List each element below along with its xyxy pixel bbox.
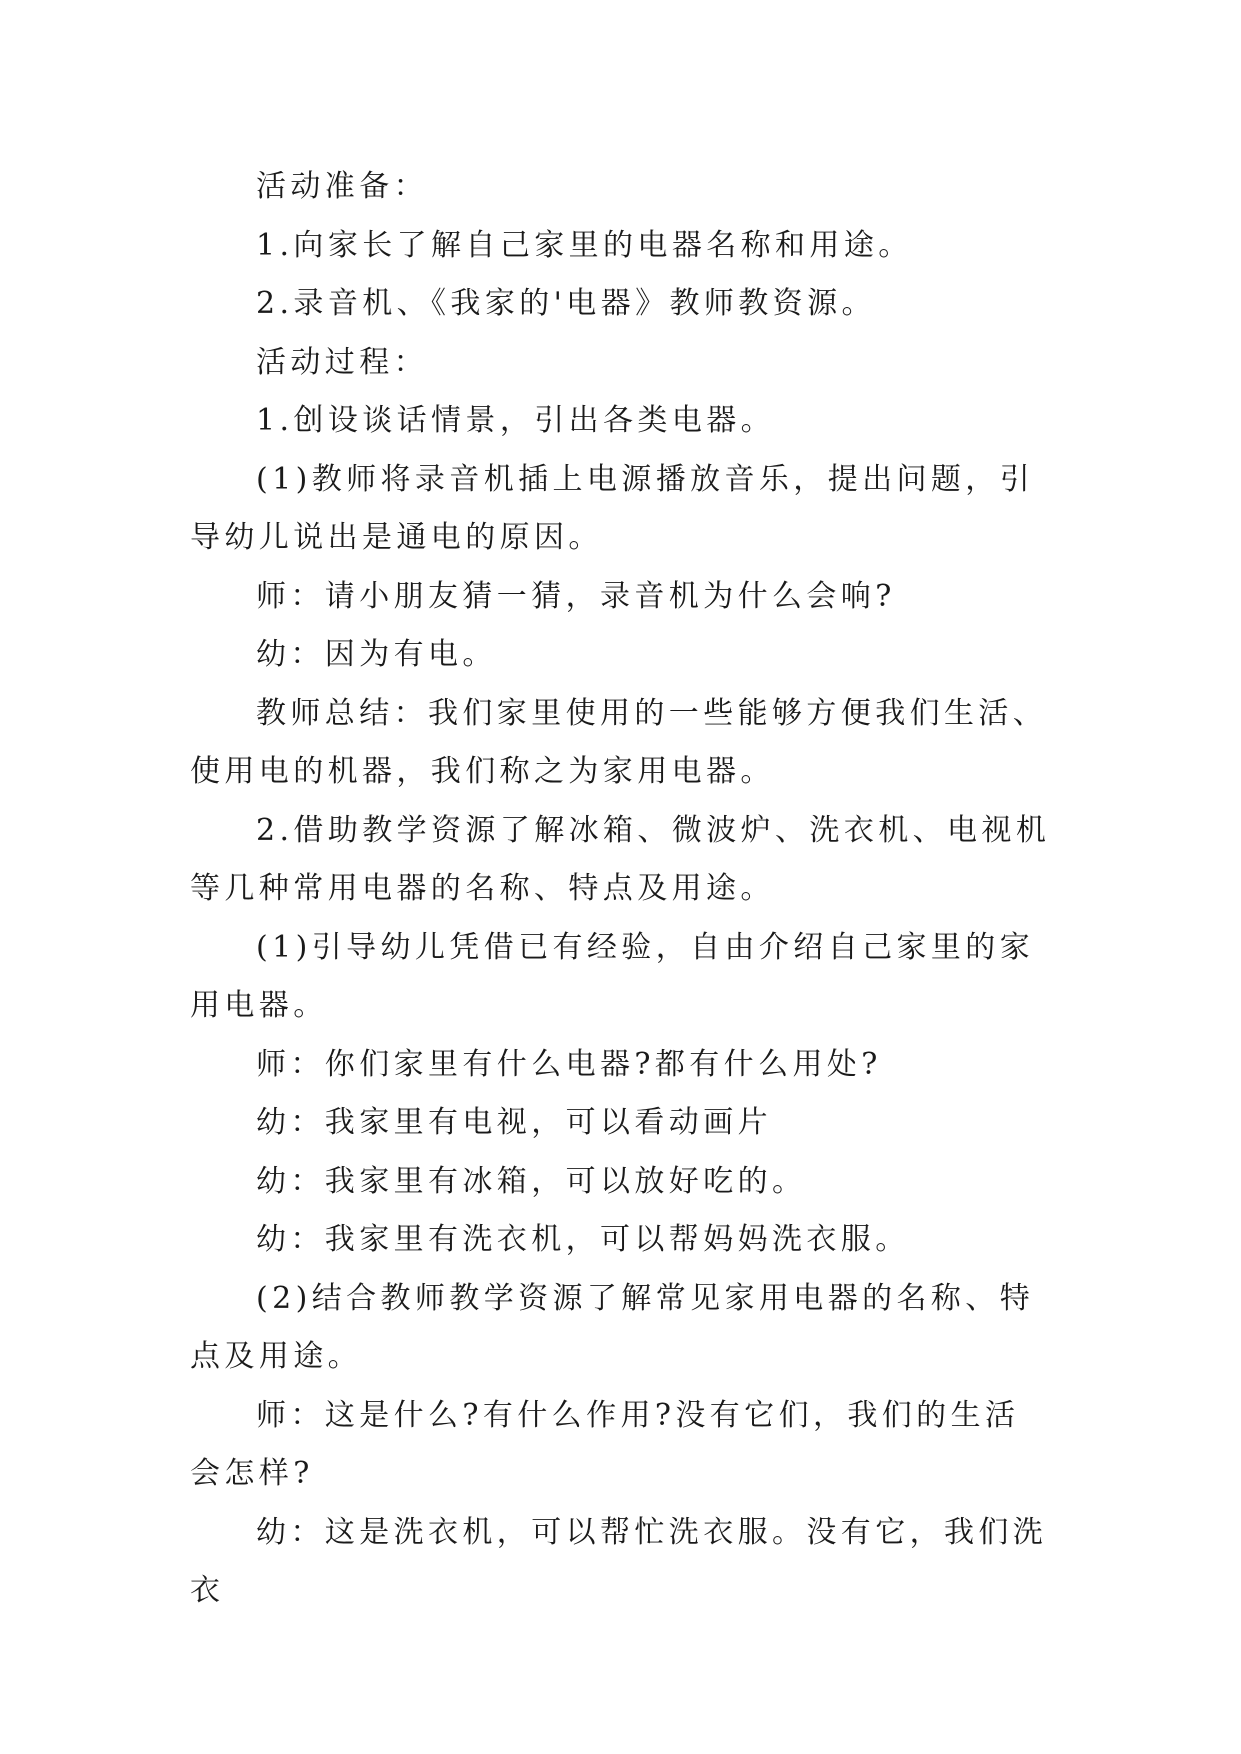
paragraph-teacher-question-3: 师：这是什么?有什么作用?没有它们，我们的生活会怎样? [190, 1397, 1020, 1491]
document-body [190, 158, 1052, 1621]
paragraph-preparation-item-1: 1.向家长了解自己家里的电器名称和用途。 [256, 227, 913, 263]
paragraph-process-heading: 活动过程： [256, 344, 428, 380]
paragraph-step-1-sub-1: (1)教师将录音机插上电源播放音乐，提出问题，引导幼儿说出是通电的原因。 [190, 461, 1035, 555]
paragraph-child-answer-1: 幼：因为有电。 [256, 637, 497, 672]
paragraph-preparation-heading: 活动准备： [256, 169, 428, 204]
paragraph-preparation-item-2: 2.录音机、《我家的'电器》教师教资源。 [256, 286, 876, 321]
paragraph-step-2-sub-2: (2)结合教师教学资源了解常见家用电器的名称、特点及用途。 [190, 1280, 1035, 1374]
paragraph-process-step-2: 2.借助教学资源了解冰箱、微波炉、洗衣机、电视机等几种常用电器的名称、特点及用途。 [190, 812, 1051, 906]
paragraph-teacher-question-1: 师：请小朋友猜一猜，录音机为什么会响? [256, 578, 896, 614]
paragraph-step-2-sub-1: (1)引导幼儿凭借已有经验，自由介绍自己家里的家用电器。 [190, 929, 1035, 1023]
paragraph-child-answer-3: 幼：我家里有冰箱，可以放好吃的。 [256, 1163, 807, 1199]
paragraph-child-answer-4: 幼：我家里有洗衣机，可以帮妈妈洗衣服。 [256, 1222, 910, 1257]
paragraph-child-answer-5: 幼：这是洗衣机，可以帮忙洗衣服。没有它，我们洗衣 [190, 1514, 1048, 1608]
paragraph-child-answer-2: 幼：我家里有电视，可以看动画片 [256, 1105, 772, 1140]
paragraph-process-step-1: 1.创设谈话情景，引出各类电器。 [256, 403, 776, 438]
paragraph-teacher-summary: 教师总结：我们家里使用的一些能够方便我们生活、使用电的机器，我们称之为家用电器。 [190, 695, 1048, 789]
paragraph-teacher-question-2: 师：你们家里有什么电器?都有什么用处? [256, 1046, 882, 1082]
